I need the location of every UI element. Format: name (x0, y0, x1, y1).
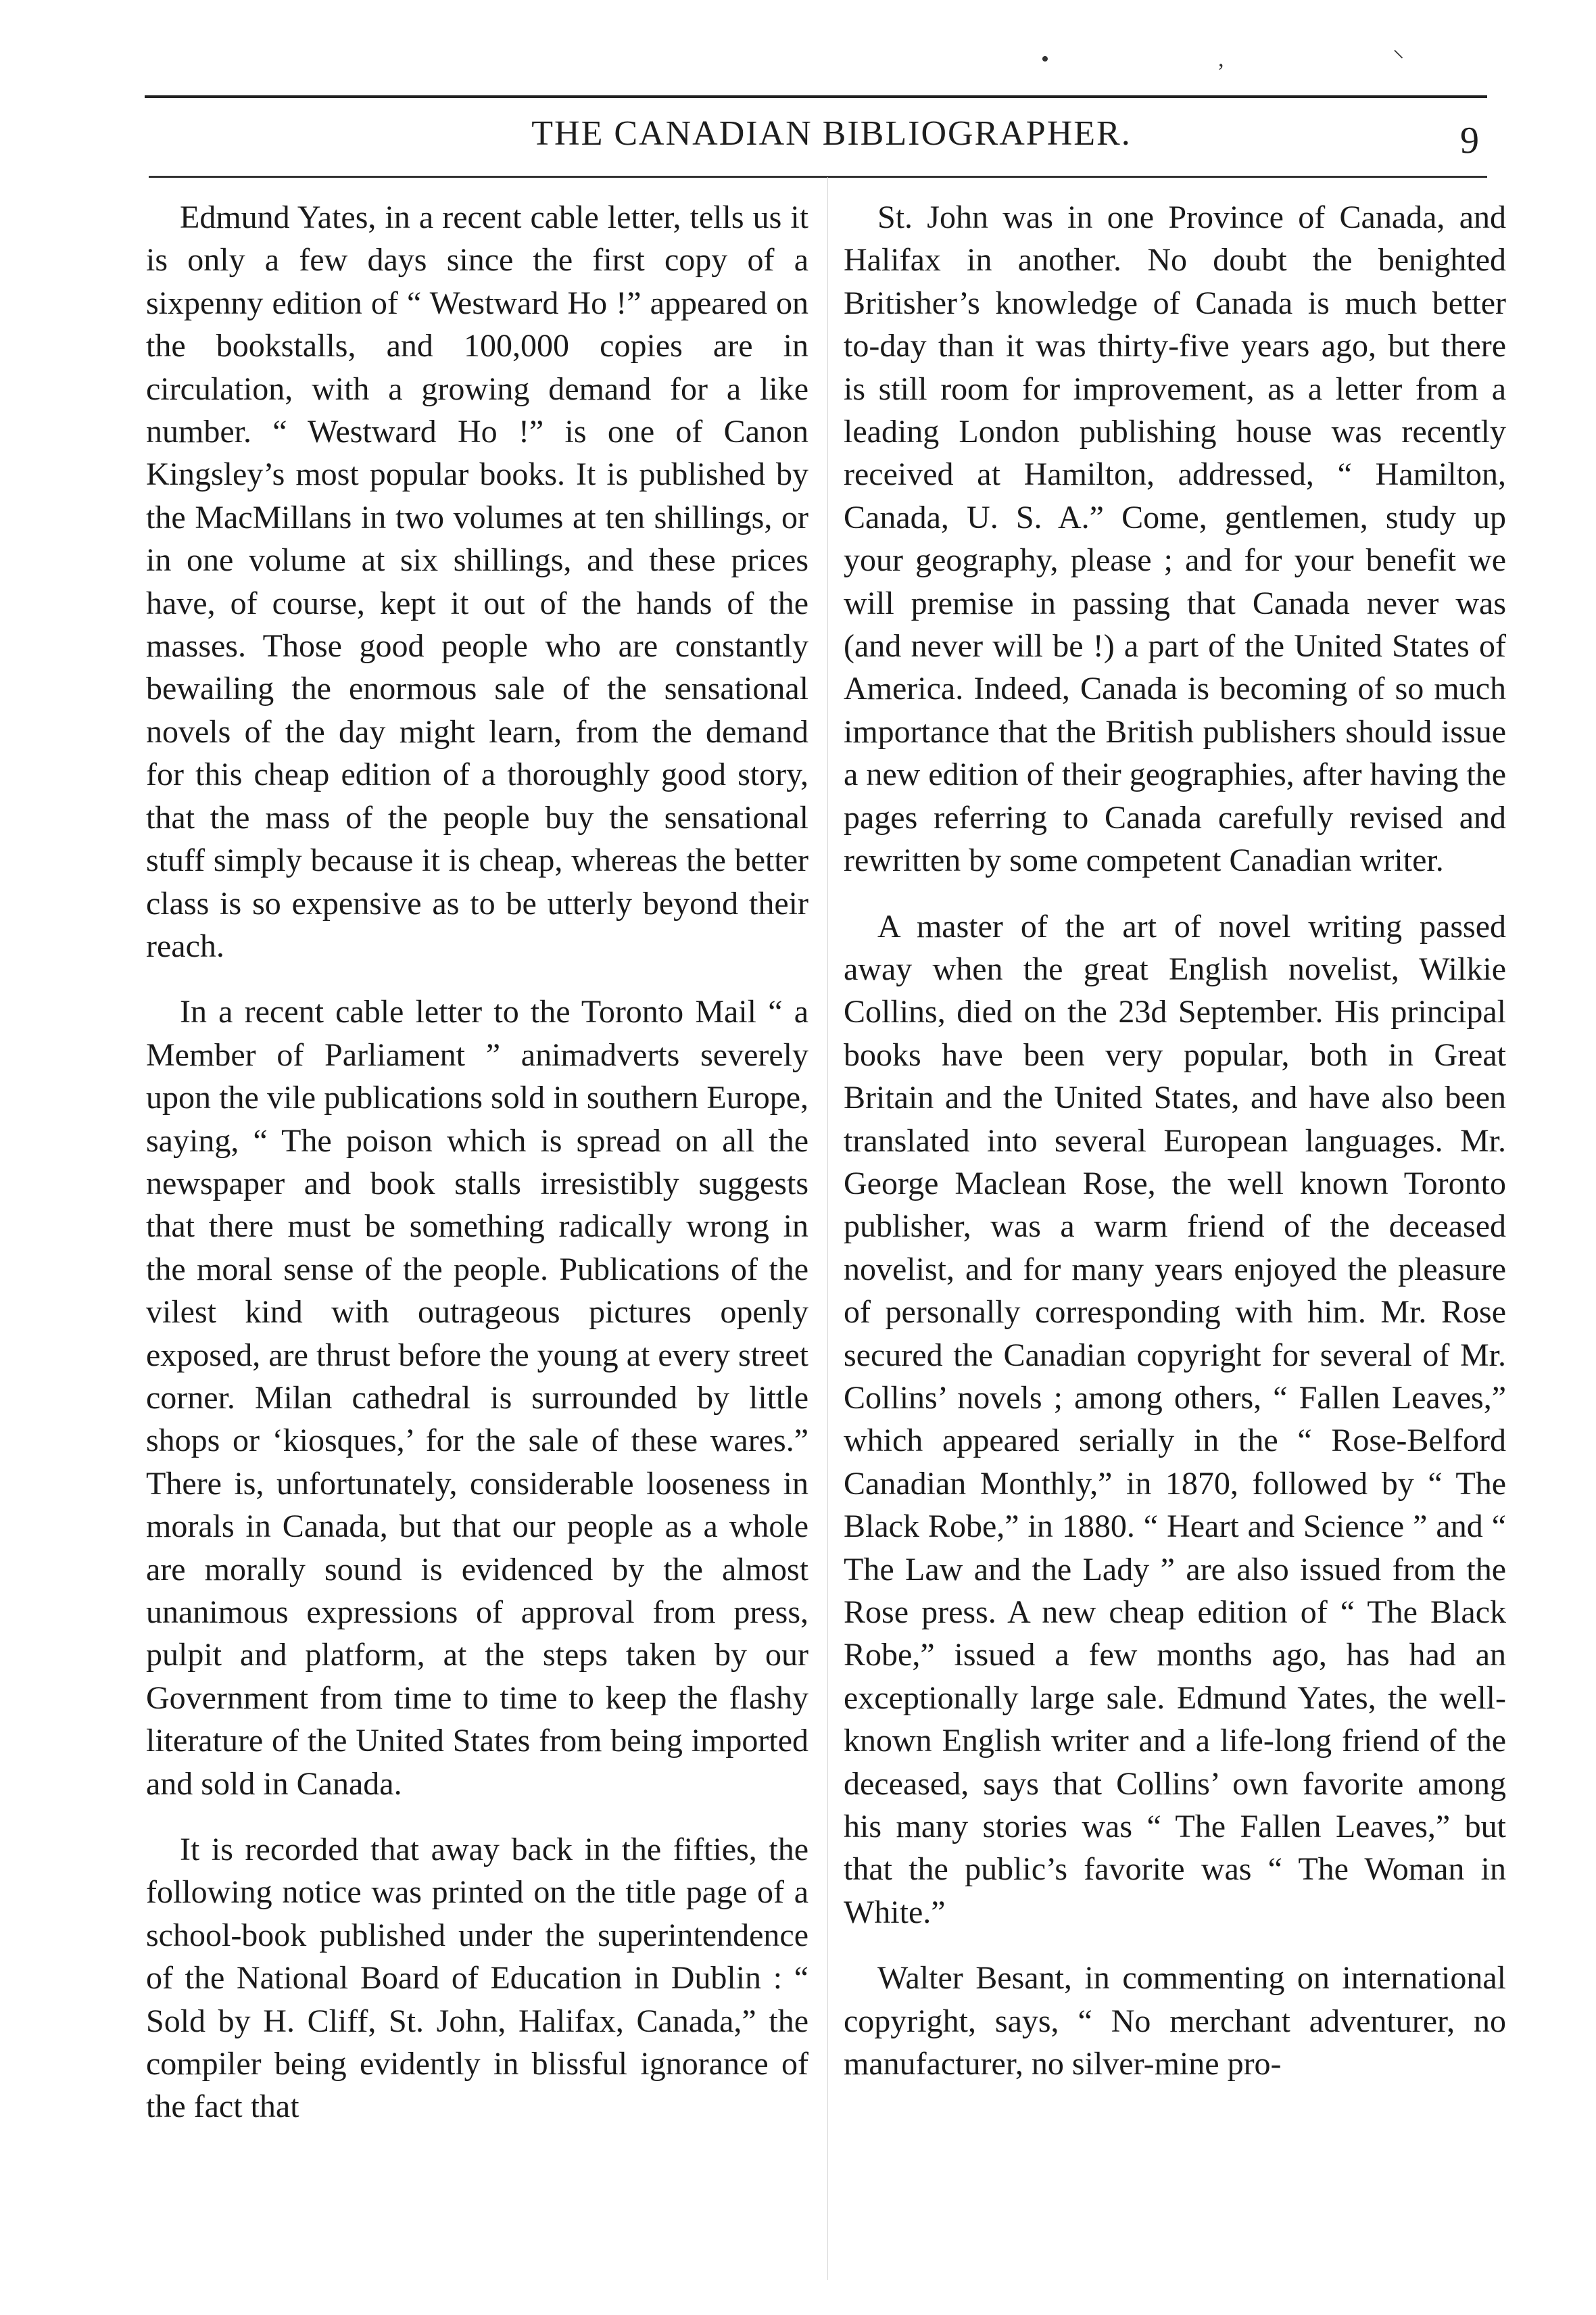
column-divider (827, 177, 828, 2280)
header-rule (149, 176, 1487, 178)
article-geography-continued: St. John was in one Province of Canada, and Halifax in another. No doubt the benighted Britisher’s knowledge of Canada is much better to-day than it was thirty-five years ago, but there is still room for improvement, as a letter from a leading London publishing house was recently received at Hamilton, addressed, “ Hamilton, Canada, U. S. A.” Come, gentlemen, study up your geography, please ; and for your benefit we will premise in passing that Canada never was (and never will be !) a part of the United States of America. Indeed, Canada is becoming of so much importance that the British publishers should issue a new edition of their geographies, after having the pages referring to Canada carefully revised and rewritten by some competent Canadian writer. (844, 199, 1506, 879)
article-school-book-notice: It is recorded that away back in the fifties, the following notice was printed on the title page of a school-book published under the superintendence of the National Board of Education in Dublin : “ Sold by H. Cliff, St. John, Halifax, Canada,” the compiler being evidently in blissful ignorance of the fact that (146, 1832, 808, 2125)
running-header-title: THE CANADIAN BIBLIOGRAPHER. (531, 114, 1132, 153)
left-column (146, 196, 808, 2128)
page-number: 9 (1460, 120, 1479, 162)
article-walter-besant: Walter Besant, in commenting on international copyright, says, “ No merchant adventurer, no manufacturer, no silver-mine pro- (844, 1960, 1506, 2082)
article-westward-ho: Edmund Yates, in a recent cable letter, tells us it is only a few days since the first copy of a sixpenny edition of “ Westward Ho !” appeared on the bookstalls, and 100,000 copies are in circulation, with a growing demand for a like number. “ Westward Ho !” is one of Canon Kingsley’s most popular books. It is published by the MacMillans in two volumes at ten shillings, or in one volume at six shillings, and these prices have, of course, kept it out of the hands of the masses. Those good people who are constantly bewailing the enormous sale of the sensational novels of the day might learn, from the demand for this cheap edition of a thoroughly good story, that the mass of the people buy the sensational stuff simply because it is cheap, whereas the better class is so expensive as to be utterly beyond their reach. (146, 199, 808, 964)
article-wilkie-collins: A master of the art of novel writing passed away when the great English novelist, Wilkie Collins, died on the 23d September. His principal books have been very popular, both in Great Britain and the United States, and have also been translated into several European languages. Mr. George Maclean Rose, the well known Toronto publisher, was a warm friend of the deceased novelist, and for many years enjoyed the pleasure of personally corresponding with him. Mr. Rose secured the Canadian copyright for several of Mr. Collins’ novels ; among others, “ Fallen Leaves,” which appeared serially in the “ Rose-Belford Canadian Monthly,” in 1870, followed by “ The Black Robe,” in 1880. “ Heart and Science ” and “ The Law and the Lady ” are also issued from the Rose press. A new cheap edition of “ The Black Robe,” issued a few months ago, has had an exceptionally large sale. Edmund Yates, the well-known English writer and a life-long friend of the deceased, says that Collins’ own favorite among his many stories was “ The Fallen Leaves,” but that the public’s favorite was “ The Woman in White.” (844, 908, 1506, 1930)
article-vile-publications: In a recent cable letter to the Toronto Mail “ a Member of Parliament ” animadverts severely upon the vile publications sold in southern Europe, saying, “ The poison which is spread on all the newspaper and book stalls irresistibly suggests that there must be something radically wrong in the moral sense of the people. Publications of the vilest kind with outrageous pictures openly exposed, are thrust before the young at every street corner. Milan cathedral is surrounded by little shops or ‘kiosques,’ for the sale of these wares.” There is, unfortunately, considerable looseness in morals in Canada, but that our people as a whole are morally sound is evidenced by the almost unanimous expressions of approval from press, pulpit and platform, at the steps taken by our Government from time to time to keep the flashy literature of the United States from being imported and sold in Canada. (146, 994, 808, 1802)
top-rule (145, 95, 1487, 98)
print-specks: • ‚ ⸌ (1041, 47, 1486, 72)
right-column (844, 196, 1506, 2085)
